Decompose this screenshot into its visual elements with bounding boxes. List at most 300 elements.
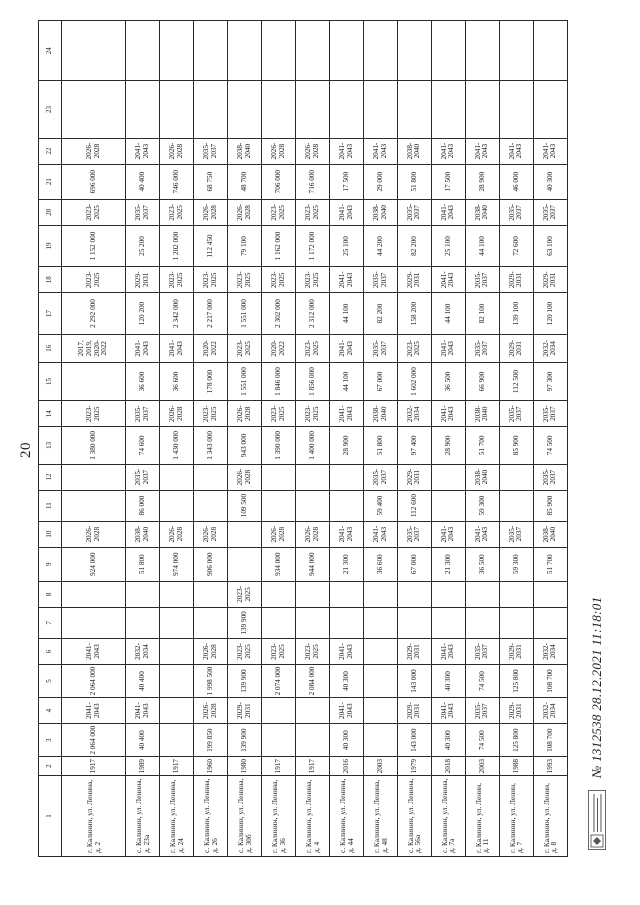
table-cell: 2035-2037 — [397, 521, 431, 547]
table-cell: 2023-2025 — [262, 638, 296, 664]
table-cell: 74 600 — [126, 427, 160, 464]
table-cell: 2041-2043 — [330, 698, 364, 724]
address-cell: г. Калинин, ул. Ленина, д. 36 — [262, 776, 296, 857]
table-cell: 2 217 000 — [194, 293, 228, 335]
table-cell: 1 172 000 — [296, 225, 330, 267]
table-cell: 112 600 — [397, 490, 431, 521]
column-number: 15 — [39, 362, 62, 400]
column-number: 13 — [39, 427, 62, 464]
table-cell: 1 846 000 — [262, 362, 296, 400]
table-cell: 44 100 — [465, 225, 499, 267]
address-cell: г. Калинин, ул. Ленин, д. 7 — [499, 776, 533, 857]
table-cell: 139 900 — [228, 724, 262, 757]
table-cell: 2038-2040 — [465, 464, 499, 490]
column-number: 11 — [39, 490, 62, 521]
address-cell: г. Калинин, ул. Ленин, д. 8 — [533, 776, 567, 857]
table-cell: 139 900 — [228, 664, 262, 697]
table-row — [499, 21, 533, 857]
table-cell: 2041-2043 — [126, 698, 160, 724]
table-cell: 2026-2028 — [228, 199, 262, 225]
table-cell: 82 100 — [465, 293, 499, 335]
table-cell: 2026-2028 — [262, 138, 296, 164]
table-cell: 2 302 000 — [262, 293, 296, 335]
table-cell: 2029-2031 — [397, 698, 431, 724]
table-row — [465, 21, 499, 857]
table-cell — [296, 490, 330, 521]
table-cell: 17 500 — [330, 164, 364, 199]
table-cell — [364, 698, 398, 724]
column-number: 16 — [39, 334, 62, 362]
address-cell: г. Калинин, ул. Ленин, д. 11 — [465, 776, 499, 857]
year-cell: 1980 — [228, 757, 262, 776]
table-cell: 2041-2043 — [431, 334, 465, 362]
table-cell — [431, 21, 465, 81]
repair-schedule-table — [38, 20, 568, 857]
table-cell — [499, 607, 533, 638]
table-cell: 2023-2025 — [296, 401, 330, 427]
column-number: 24 — [39, 21, 62, 81]
table-cell: 97 400 — [397, 427, 431, 464]
table-cell: 125 800 — [499, 664, 533, 697]
table-cell — [262, 607, 296, 638]
table-cell: 40 300 — [533, 164, 567, 199]
table-cell — [364, 607, 398, 638]
table-cell: 44 100 — [330, 293, 364, 335]
table-cell: 143 000 — [397, 724, 431, 757]
table-cell: 108 700 — [533, 724, 567, 757]
table-cell: 2035-2037 — [533, 401, 567, 427]
column-number: 18 — [39, 267, 62, 293]
table-cell: 143 000 — [397, 664, 431, 697]
year-cell: 1988 — [499, 757, 533, 776]
table-cell: 1 152 000 — [62, 225, 126, 267]
table-cell: 2035-2037 — [533, 464, 567, 490]
table-cell: 2035-2037 — [465, 638, 499, 664]
table-cell: 158 200 — [397, 293, 431, 335]
table-cell — [330, 607, 364, 638]
table-cell: 2041-2043 — [330, 638, 364, 664]
table-cell: 40 400 — [126, 724, 160, 757]
table-cell: 59 300 — [465, 490, 499, 521]
table-cell: 2041-2043 — [431, 199, 465, 225]
table-cell: 40 400 — [126, 664, 160, 697]
table-cell — [160, 81, 194, 138]
table-cell: 2041-2043 — [431, 267, 465, 293]
table-cell — [160, 664, 194, 697]
table-cell — [296, 607, 330, 638]
year-cell: 1989 — [126, 757, 160, 776]
table-cell — [62, 464, 126, 490]
table-cell: 2041-2043 — [62, 638, 126, 664]
table-cell: 2023-2025 — [296, 638, 330, 664]
table-cell — [194, 607, 228, 638]
table-cell — [194, 581, 228, 607]
address-cell: г. Калинин, ул. Ленина, д. 2 — [62, 776, 126, 857]
registry-logo-icon — [588, 790, 606, 850]
table-row — [397, 21, 431, 857]
year-cell: 2018 — [431, 757, 465, 776]
table-cell — [296, 81, 330, 138]
table-cell: 40 300 — [431, 724, 465, 757]
table-cell — [431, 607, 465, 638]
table-cell — [533, 21, 567, 81]
table-cell — [160, 464, 194, 490]
table-cell: 1 856 000 — [296, 362, 330, 400]
year-cell: 1993 — [533, 757, 567, 776]
table-cell: 2032-2034 — [533, 334, 567, 362]
table-cell: 2041-2043 — [126, 334, 160, 362]
table-cell: 97 300 — [533, 362, 567, 400]
table-cell: 2035-2037 — [194, 138, 228, 164]
table-cell: 2029-2031 — [397, 267, 431, 293]
table-cell: 2029-2031 — [533, 267, 567, 293]
table-cell: 2041-2043 — [431, 401, 465, 427]
table-cell — [62, 581, 126, 607]
year-cell: 1917 — [160, 757, 194, 776]
table-cell: 1 380 000 — [62, 427, 126, 464]
table-cell — [465, 21, 499, 81]
table-cell: 2041-2043 — [330, 199, 364, 225]
table-cell: 74 500 — [465, 664, 499, 697]
table-cell: 2029-2031 — [499, 698, 533, 724]
table-cell: 2023-2025 — [228, 334, 262, 362]
table-cell: 2035-2037 — [465, 698, 499, 724]
table-cell — [364, 21, 398, 81]
table-cell — [431, 464, 465, 490]
table-cell: 46 000 — [499, 164, 533, 199]
table-cell: 2038-2040 — [228, 138, 262, 164]
table-cell — [364, 638, 398, 664]
table-cell: 2035-2037 — [126, 401, 160, 427]
table-cell — [397, 607, 431, 638]
table-cell — [62, 81, 126, 138]
table-cell: 1 343 000 — [194, 427, 228, 464]
year-cell: 1979 — [397, 757, 431, 776]
table-row — [262, 21, 296, 857]
table-cell: 2023-2025 — [262, 199, 296, 225]
table-cell: 943 000 — [228, 427, 262, 464]
table-cell: 2041-2043 — [364, 521, 398, 547]
table-cell: 67 000 — [397, 547, 431, 581]
table-cell: 2 064 000 — [62, 724, 126, 757]
table-cell: 21 300 — [431, 547, 465, 581]
table-cell: 2026-2028 — [262, 521, 296, 547]
table-cell: 36 600 — [364, 547, 398, 581]
table-cell — [397, 81, 431, 138]
table-cell — [194, 490, 228, 521]
table-cell — [431, 81, 465, 138]
table-cell: 2035-2037 — [465, 267, 499, 293]
table-cell — [126, 607, 160, 638]
table-cell: 67 000 — [364, 362, 398, 400]
table-cell — [364, 581, 398, 607]
table-cell: 2 342 000 — [160, 293, 194, 335]
table-cell: 2023-2025 — [296, 334, 330, 362]
table-row — [364, 21, 398, 857]
table-cell: 2023-2025 — [62, 267, 126, 293]
table-cell: 2035-2037 — [126, 464, 160, 490]
table-cell: 2041-2043 — [160, 334, 194, 362]
table-cell — [160, 581, 194, 607]
table-cell: 2041-2043 — [465, 521, 499, 547]
table-cell: 1 551 000 — [228, 293, 262, 335]
table-cell: 28 900 — [465, 164, 499, 199]
table-cell: 44 100 — [330, 362, 364, 400]
table-cell: 2041-2043 — [431, 138, 465, 164]
document-registration-number: № 1312538 28.12.2021 11:18:01 — [589, 596, 604, 778]
table-cell: 2023-2025 — [228, 581, 262, 607]
table-cell: 25 200 — [126, 225, 160, 267]
table-cell — [296, 581, 330, 607]
table-cell — [499, 490, 533, 521]
table-cell: 2041-2043 — [330, 267, 364, 293]
address-cell: с. Калинин, ул. Ленина, д. 26 — [194, 776, 228, 857]
table-cell: 2041-2043 — [533, 138, 567, 164]
table-cell: 86 000 — [126, 490, 160, 521]
table-cell — [499, 464, 533, 490]
table-cell: 2035-2037 — [499, 401, 533, 427]
document-footer — [585, 330, 609, 850]
column-number: 20 — [39, 199, 62, 225]
table-cell: 2 312 000 — [296, 293, 330, 335]
table-cell: 1 551 000 — [228, 362, 262, 400]
table-cell: 2 064 000 — [62, 664, 126, 697]
table-cell — [262, 724, 296, 757]
table-cell — [160, 490, 194, 521]
table-cell: 2023-2025 — [397, 334, 431, 362]
table-cell: 44 100 — [431, 293, 465, 335]
table-cell: 112 450 — [194, 225, 228, 267]
table-cell — [330, 464, 364, 490]
table-cell: 40 400 — [126, 164, 160, 199]
column-number: 6 — [39, 638, 62, 664]
table-cell: 2023-2025 — [160, 267, 194, 293]
table-cell: 2029-2031 — [499, 267, 533, 293]
table-cell: 109 500 — [228, 490, 262, 521]
column-number: 12 — [39, 464, 62, 490]
table-cell: 59 300 — [499, 547, 533, 581]
table-cell — [330, 490, 364, 521]
table-cell: 25 100 — [330, 225, 364, 267]
table-cell: 199 850 — [194, 724, 228, 757]
table-cell — [262, 21, 296, 81]
column-number: 19 — [39, 225, 62, 267]
table-cell: 2035-2037 — [364, 334, 398, 362]
table-row — [431, 21, 465, 857]
table-cell: 17 500 — [431, 164, 465, 199]
column-number: 23 — [39, 81, 62, 138]
table-cell: 74 500 — [465, 724, 499, 757]
table-cell: 2026-2028 — [296, 521, 330, 547]
table-cell: 51 800 — [397, 164, 431, 199]
table-cell — [194, 21, 228, 81]
table-cell — [296, 724, 330, 757]
table-cell — [330, 81, 364, 138]
table-cell: 2038-2040 — [465, 401, 499, 427]
table-cell — [228, 547, 262, 581]
address-cell: с. Калинин, ул. Ленина, д. 23а — [126, 776, 160, 857]
table-cell: 63 100 — [533, 225, 567, 267]
table-cell: 934 000 — [262, 547, 296, 581]
table-cell — [533, 581, 567, 607]
table-cell — [296, 464, 330, 490]
table-cell: 1 162 000 — [262, 225, 296, 267]
table-cell — [397, 581, 431, 607]
table-cell: 1 998 500 — [194, 664, 228, 697]
table-cell — [160, 724, 194, 757]
table-cell: 1 202 000 — [160, 225, 194, 267]
table-cell: 706 000 — [262, 164, 296, 199]
table-cell: 2023-2025 — [296, 199, 330, 225]
table-cell — [160, 607, 194, 638]
table-cell: 2041-2043 — [330, 138, 364, 164]
table-cell: 2023-2025 — [262, 267, 296, 293]
table-cell — [160, 638, 194, 664]
table-cell: 2041-2043 — [330, 334, 364, 362]
table-cell: 2035-2037 — [126, 199, 160, 225]
table-cell: 2023-2025 — [262, 401, 296, 427]
table-cell: 2020-2022 — [262, 334, 296, 362]
column-number: 9 — [39, 547, 62, 581]
table-cell — [364, 724, 398, 757]
table-cell — [194, 464, 228, 490]
table-cell: 2038-2040 — [533, 521, 567, 547]
table-cell: 2023-2025 — [62, 401, 126, 427]
table-cell: 2032-2034 — [126, 638, 160, 664]
table-cell: 29 000 — [364, 164, 398, 199]
column-number: 8 — [39, 581, 62, 607]
table-cell — [533, 81, 567, 138]
table-cell: 2038-2040 — [126, 521, 160, 547]
table-cell — [533, 607, 567, 638]
table-cell — [262, 581, 296, 607]
column-number: 2 — [39, 757, 62, 776]
year-cell: 1960 — [194, 757, 228, 776]
table-cell — [62, 607, 126, 638]
column-number: 22 — [39, 138, 62, 164]
table-cell: 2041-2043 — [364, 138, 398, 164]
table-cell: 2041-2043 — [465, 138, 499, 164]
year-cell: 2003 — [465, 757, 499, 776]
table-cell: 2020-2022 — [194, 334, 228, 362]
table-cell: 2035-2037 — [533, 199, 567, 225]
address-cell: с. Калинин, ул. Ленина, д. 30б — [228, 776, 262, 857]
table-cell: 2032-2034 — [533, 638, 567, 664]
table-row — [126, 21, 160, 857]
table-cell: 1 602 000 — [397, 362, 431, 400]
table-cell: 44 200 — [364, 225, 398, 267]
table-cell: 125 800 — [499, 724, 533, 757]
table-cell — [62, 21, 126, 81]
table-cell — [431, 490, 465, 521]
table-cell: 72 600 — [499, 225, 533, 267]
column-number: 4 — [39, 698, 62, 724]
table-cell: 2023-2025 — [228, 638, 262, 664]
table-cell: 716 000 — [296, 164, 330, 199]
column-number: 3 — [39, 724, 62, 757]
table-cell — [330, 21, 364, 81]
column-number: 5 — [39, 664, 62, 697]
table-cell: 2035-2037 — [364, 464, 398, 490]
table-cell — [228, 81, 262, 138]
table-cell — [126, 581, 160, 607]
table-cell: 2026-2028 — [194, 521, 228, 547]
table-cell: 2026-2028 — [194, 638, 228, 664]
year-cell: 2016 — [330, 757, 364, 776]
column-number: 17 — [39, 293, 62, 335]
table-cell: 2026-2028 — [160, 138, 194, 164]
table-cell — [364, 664, 398, 697]
table-cell: 40 300 — [431, 664, 465, 697]
table-cell — [364, 81, 398, 138]
table-cell: 2026-2028 — [160, 401, 194, 427]
table-cell: 2026-2028 — [194, 698, 228, 724]
table-cell: 82 200 — [364, 293, 398, 335]
table-row — [194, 21, 228, 857]
page-number: 20 — [18, 442, 34, 458]
table-cell: 2035-2037 — [397, 199, 431, 225]
table-cell: 28 900 — [431, 427, 465, 464]
table-cell: 2 074 000 — [262, 664, 296, 697]
table-cell: 2041-2043 — [431, 638, 465, 664]
table-cell: 2026-2028 — [228, 401, 262, 427]
table-cell — [62, 490, 126, 521]
table-cell: 2029-2031 — [126, 267, 160, 293]
table-cell: 66 900 — [465, 362, 499, 400]
table-cell — [126, 21, 160, 81]
table-cell: 108 700 — [533, 664, 567, 697]
table-cell: 2029-2031 — [397, 464, 431, 490]
address-cell: с. Калинин, ул. Ленина, д. 7а — [431, 776, 465, 857]
table-cell: 2029-2031 — [228, 698, 262, 724]
table-cell: 1 390 000 — [262, 427, 296, 464]
table-cell: 36 600 — [126, 362, 160, 400]
table-cell: 2035-2037 — [465, 334, 499, 362]
table-cell — [397, 21, 431, 81]
table-cell: 2029-2031 — [397, 638, 431, 664]
table-cell: 139 100 — [499, 293, 533, 335]
column-number: 10 — [39, 521, 62, 547]
table-cell: 746 000 — [160, 164, 194, 199]
table-row — [160, 21, 194, 857]
table-cell: 25 100 — [431, 225, 465, 267]
table-cell: 696 000 — [62, 164, 126, 199]
table-cell — [499, 21, 533, 81]
table-cell: 2029-2031 — [499, 334, 533, 362]
table-cell: 112 500 — [499, 362, 533, 400]
table-cell — [499, 81, 533, 138]
table-row — [228, 21, 262, 857]
table-cell: 2029-2031 — [499, 638, 533, 664]
table-cell — [62, 362, 126, 400]
table-cell: 36 600 — [160, 362, 194, 400]
table-cell: 2017, 2019, 2020-2022 — [62, 334, 126, 362]
table-cell: 2041-2043 — [330, 401, 364, 427]
table-cell: 924 000 — [62, 547, 126, 581]
table-cell: 2041-2043 — [431, 698, 465, 724]
table-cell: 139 900 — [228, 607, 262, 638]
table-cell: 1 430 000 — [160, 427, 194, 464]
table-cell: 2026-2028 — [296, 138, 330, 164]
year-cell: 2003 — [364, 757, 398, 776]
table-cell: 974 000 — [160, 547, 194, 581]
table-cell: 40 300 — [330, 664, 364, 697]
table-cell: 120 200 — [126, 293, 160, 335]
table-cell: 2032-2034 — [533, 698, 567, 724]
table-cell: 74 500 — [533, 427, 567, 464]
table-cell: 2035-2037 — [499, 521, 533, 547]
column-number: 14 — [39, 401, 62, 427]
